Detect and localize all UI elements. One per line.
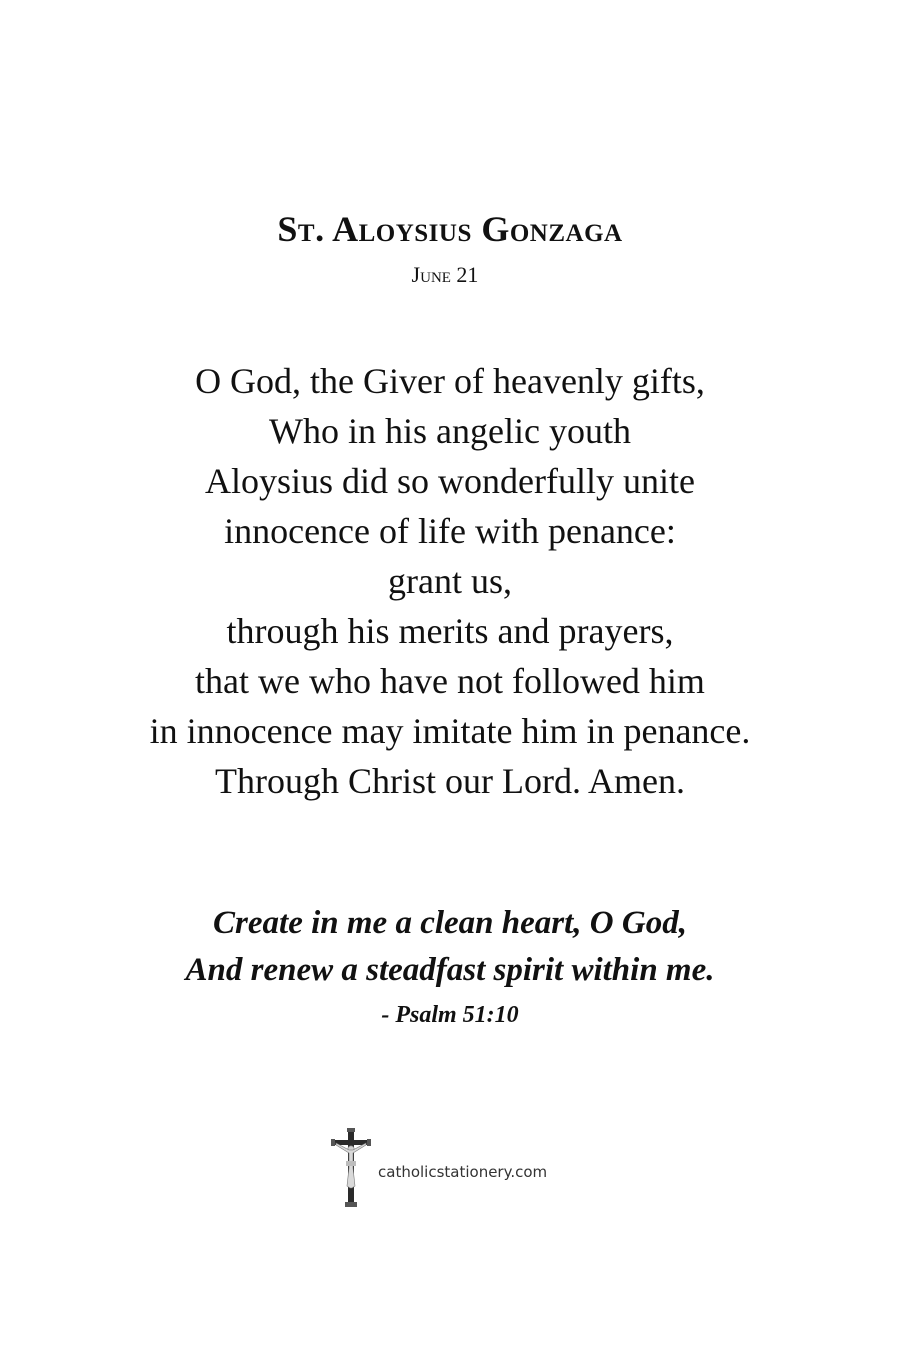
website-link[interactable]: catholicstationery.com (378, 1163, 548, 1181)
verse-line: Create in me a clean heart, O God, (213, 905, 687, 941)
footer (330, 1128, 547, 1208)
prayer-line: innocence of life with penance: (224, 511, 676, 551)
prayer-line: Through Christ our Lord. Amen. (215, 761, 685, 801)
crucifix-icon (330, 1128, 372, 1208)
page-title: St. Aloysius Gonzaga (277, 209, 623, 249)
verse-line: And renew a steadfast spirit within me. (185, 952, 715, 988)
scripture-verse (0, 900, 900, 994)
verse-citation: - Psalm 51:10 (381, 1002, 519, 1028)
prayer-line: in innocence may imitate him in penance. (149, 711, 751, 751)
prayer-line: that we who have not followed him (195, 661, 705, 701)
prayer-line: O God, the Giver of heavenly gifts, (195, 361, 705, 401)
feast-date: June 21 (411, 262, 479, 287)
prayer-line: through his merits and prayers, (226, 611, 674, 651)
prayer-text (0, 356, 900, 806)
prayer-line: grant us, (388, 561, 512, 601)
prayer-line: Who in his angelic youth (269, 411, 631, 451)
prayer-line: Aloysius did so wonderfully unite (205, 461, 695, 501)
